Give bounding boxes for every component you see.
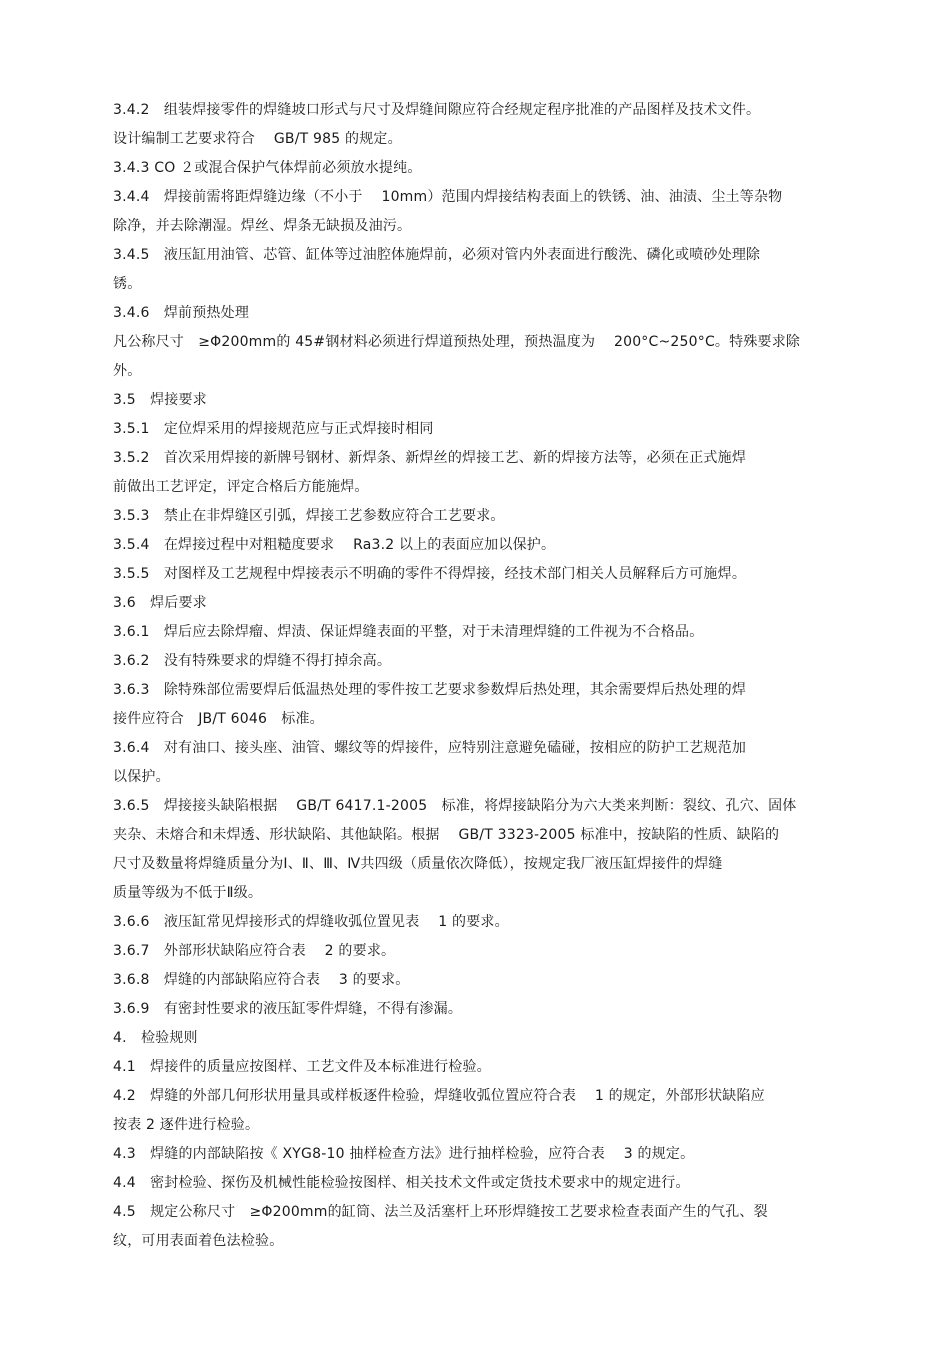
text-line: 3.6.9 有密封性要求的液压缸零件焊缝，不得有渗漏。 (113, 1001, 463, 1017)
text-line: 按表 2 逐件进行检验。 (113, 1117, 260, 1133)
text-line: 除净，并去除潮湿。焊丝、焊条无缺损及油污。 (113, 218, 412, 234)
text-line: 3.4.3 CO ２或混合保护气体焊前必须放水提纯。 (113, 160, 422, 176)
text-line: 3.5.2 首次采用焊接的新牌号钢材、新焊条、新焊丝的焊接工艺、新的焊接方法等，必须在正式施焊 (113, 450, 747, 466)
text-line: 3.6.8 焊缝的内部缺陷应符合表 3 的要求。 (113, 972, 410, 988)
text-line: 纹，可用表面着色法检验。 (113, 1233, 284, 1249)
text-line: 前做出工艺评定，评定合格后方能施焊。 (113, 479, 369, 495)
text-line: 3.6 焊后要求 (113, 595, 207, 611)
text-line: 4. 检验规则 (113, 1030, 198, 1046)
text-line: 凡公称尺寸 ≥Φ200mm的 45#钢材料必须进行焊道预热处理，预热温度为 200°C~250°C。特殊要求除 (113, 334, 801, 350)
text-line: 锈。 (113, 276, 142, 292)
text-line: 3.4.4 焊接前需将距焊缝边缘（不小于 10mm）范围内焊接结构表面上的铁锈、油、油渍、尘土等杂物 (113, 189, 783, 205)
text-line: 3.5.1 定位焊采用的焊接规范应与正式焊接时相同 (113, 421, 434, 437)
text-line: 3.6.1 焊后应去除焊瘤、焊渍、保证焊缝表面的平整，对于未清理焊缝的工件视为不合格品。 (113, 624, 704, 640)
text-line: 4.5 规定公称尺寸 ≥Φ200mm的缸筒、法兰及活塞杆上环形焊缝按工艺要求检查表面产生的气孔、裂 (113, 1204, 768, 1220)
text-line: 3.6.5 焊接接头缺陷根据 GB/T 6417.1-2005 标准，将焊接缺陷分为六大类来判断：裂纹、孔穴、固体 (113, 798, 797, 814)
text-line: 3.6.6 液压缸常见焊接形式的焊缝收弧位置见表 1 的要求。 (113, 914, 509, 930)
text-line: 3.5.4 在焊接过程中对粗糙度要求 Ra3.2 以上的表面应加以保护。 (113, 537, 556, 553)
document-body (113, 96, 853, 1256)
text-line: 夹杂、未熔合和未焊透、形状缺陷、其他缺陷。根据 GB/T 3323-2005 标准中，按缺陷的性质、缺陷的 (113, 827, 780, 843)
text-line: 4.2 焊缝的外部几何形状用量具或样板逐件检验，焊缝收弧位置应符合表 1 的规定，外部形状缺陷应 (113, 1088, 765, 1104)
text-line: 质量等级为不低于Ⅱ级。 (113, 885, 263, 901)
text-line: 3.5.3 禁止在非焊缝区引弧，焊接工艺参数应符合工艺要求。 (113, 508, 505, 524)
text-line: 3.4.6 焊前预热处理 (113, 305, 250, 321)
text-line: 4.3 焊缝的内部缺陷按《 XYG8-10 抽样检查方法》进行抽样检验，应符合表 3 的规定。 (113, 1146, 695, 1162)
text-line: 3.4.2 组装焊接零件的焊缝坡口形式与尺寸及焊缝间隙应符合经规定程序批准的产品图样及技术文件。 (113, 102, 761, 118)
text-line: 3.6.2 没有特殊要求的焊缝不得打掉余高。 (113, 653, 392, 669)
text-line: 接件应符合 JB/T 6046 标准。 (113, 711, 324, 727)
text-line: 3.6.7 外部形状缺陷应符合表 2 的要求。 (113, 943, 396, 959)
text-line: 3.5 焊接要求 (113, 392, 207, 408)
text-line: 外。 (113, 363, 142, 379)
text-line: 4.1 焊接件的质量应按图样、工艺文件及本标准进行检验。 (113, 1059, 491, 1075)
text-line: 3.6.3 除特殊部位需要焊后低温热处理的零件按工艺要求参数焊后热处理，其余需要焊后热处理的焊 (113, 682, 747, 698)
text-line: 设计编制工艺要求符合 GB/T 985 的规定。 (113, 131, 402, 147)
text-line: 尺寸及数量将焊缝质量分为Ⅰ、Ⅱ、Ⅲ、Ⅳ共四级（质量依次降低），按规定我厂液压缸焊接件的焊缝 (113, 856, 723, 872)
text-line: 3.4.5 液压缸用油管、芯管、缸体等过油腔体施焊前，必须对管内外表面进行酸洗、磷化或喷砂处理除 (113, 247, 761, 263)
text-line: 4.4 密封检验、探伤及机械性能检验按图样、相关技术文件或定货技术要求中的规定进行。 (113, 1175, 690, 1191)
text-line: 3.5.5 对图样及工艺规程中焊接表示不明确的零件不得焊接，经技术部门相关人员解释后方可施焊。 (113, 566, 747, 582)
text-line: 3.6.4 对有油口、接头座、油管、螺纹等的焊接件，应特别注意避免磕碰，按相应的防护工艺规范加 (113, 740, 747, 756)
text-line: 以保护。 (113, 769, 170, 785)
